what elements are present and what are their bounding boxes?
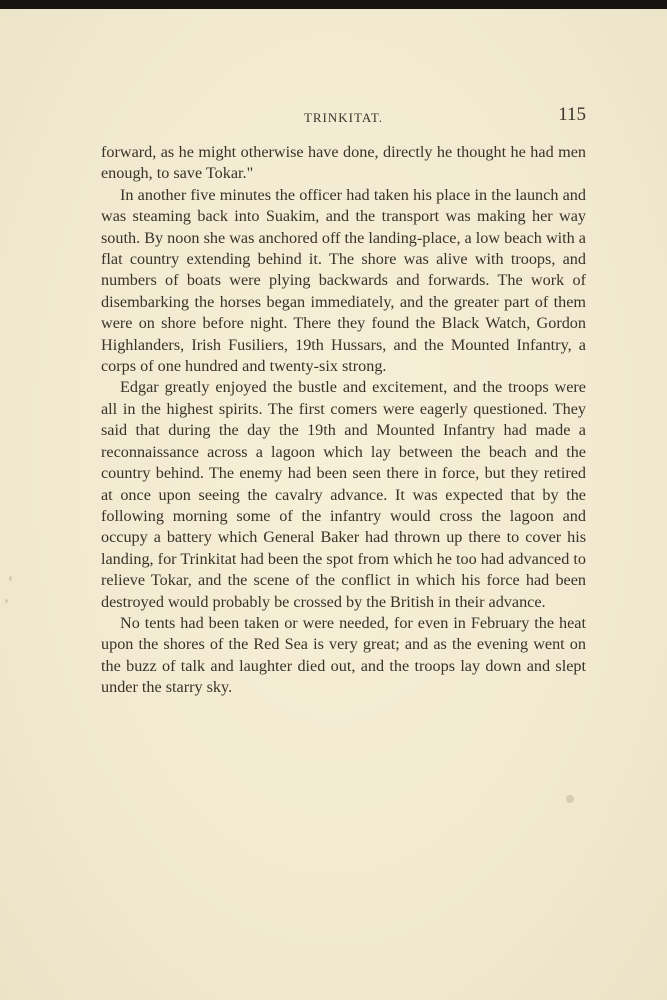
paper-speck [5,599,8,603]
running-head [101,100,586,130]
paragraph: In another five minutes the officer had taken his place in the launch and was steaming back into Suakim, and the transport was making her way south. By noon she was anchored off the landing-place, a low beach with a flat country extending behind it. The shore was alive with troops, and numbers of boats were plying backwards and forwards. The work of disembarking the horses began immediately, and the greater part of them were on shore before night. There they found the Black Watch, Gordon Highlanders, Irish Fusiliers, 19th Hussars, and the Mounted Infantry, a corps of one hundred and twenty-six strong. [101,185,586,376]
paragraph: No tents had been taken or were needed, for even in February the heat upon the shores of the Red Sea is very great; and as the evening went on the buzz of talk and laughter died out, and the troops lay down and slept under the starry sky. [101,613,586,697]
paragraph: Edgar greatly enjoyed the bustle and excitement, and the troops were all in the highest spirits. The first comers were eagerly questioned. They said that during the day the 19th and Mounted Infantry had made a reconnaissance across a lagoon which lay between the beach and the country behind. The enemy had been seen there in force, but they retired at once upon seeing the cavalry advance. It was expected that by the following morning some of the infantry would cross the lagoon and occupy a battery which General Baker had thrown up there to cover his landing, for Trinkitat had been the spot from which he too had advanced to relieve Tokar, and the scene of the conflict in which his force had been destroyed would probably be crossed by the British in their advance. [101,378,586,611]
body-text [101,142,586,699]
paragraph: forward, as he might otherwise have done, directly he thought he had men enough, to save Tokar." [101,143,586,183]
paper-speck [566,795,574,803]
running-head-title: TRINKITAT. [303,110,384,125]
paper-speck [9,576,12,581]
scan-top-edge [0,0,667,9]
page-number: 115 [558,104,586,125]
